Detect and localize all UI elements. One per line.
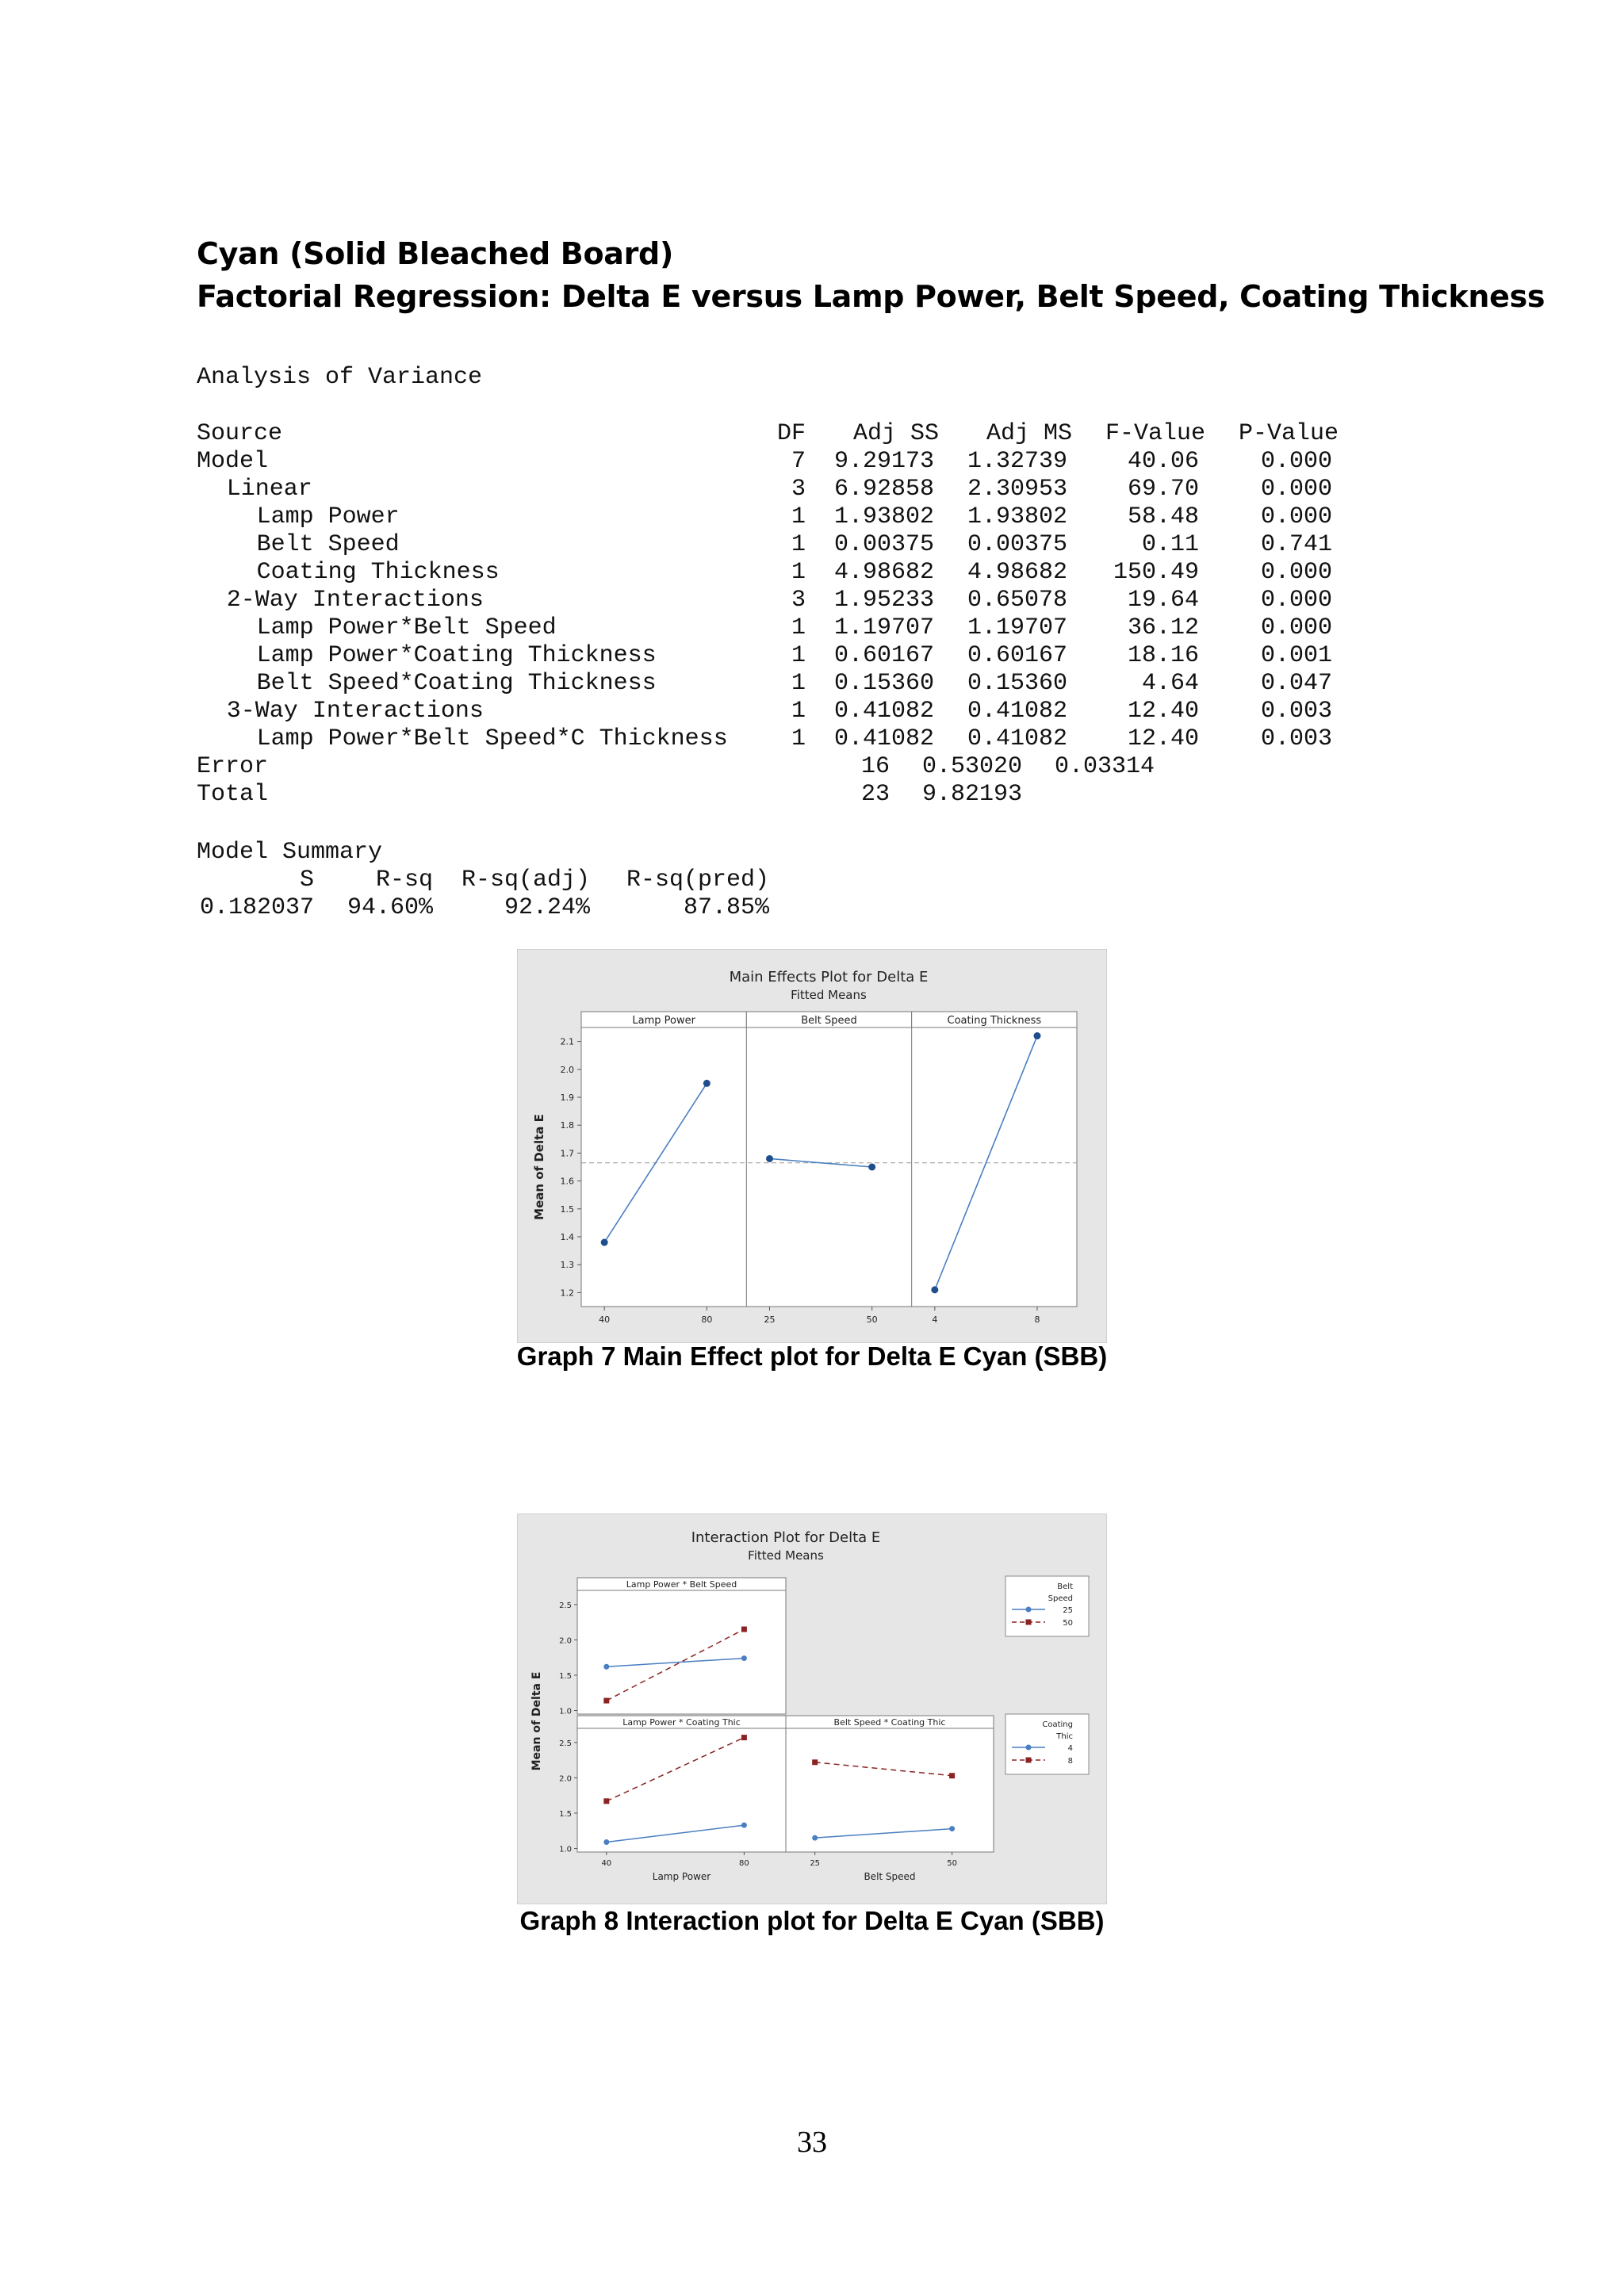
y-tick-label: 1.5 [560,1203,574,1215]
df-cell: 1 [791,698,806,725]
adj-ms-cell: 1.32739 [967,448,1067,475]
interaction-plot [517,1513,1107,1904]
df-cell: 1 [791,725,806,752]
f-value-cell: 58.48 [1127,503,1199,530]
y-tick-label: 1.6 [560,1176,574,1187]
f-value-cell: 69.70 [1127,476,1199,503]
model-summary-title: Model Summary [197,839,383,866]
adj-ss-cell: 9.82193 [921,781,1022,808]
p-value-cell: 0.000 [1260,503,1332,530]
interaction-chart [518,1514,1106,1904]
column-header: P-Value [1238,420,1339,447]
table-row [197,642,1386,670]
legend-box [1005,1576,1089,1636]
p-value-cell: 0.003 [1260,725,1332,752]
summary-cell: R-sq(adj) [461,867,590,894]
adj-ss-cell: 0.41082 [833,698,934,725]
column-header: F-Value [1105,420,1205,447]
adj-ms-cell: 1.93802 [967,503,1067,530]
summary-header-row [197,867,831,894]
y-tick-label: 1.2 [560,1288,574,1299]
plot-area [581,1027,1077,1307]
p-value-cell: 0.741 [1260,531,1332,558]
f-value-cell: 4.64 [1141,670,1199,697]
p-value-cell: 0.000 [1260,448,1332,475]
y-tick-label: 1.0 [559,1845,572,1854]
legend-title: Coating [1042,1720,1073,1729]
summary-cell: 94.60% [347,894,433,921]
data-point [603,1798,609,1804]
f-value-cell: 18.16 [1127,642,1199,669]
x-tick-label: 8 [1034,1314,1040,1325]
adj-ms-cell: 0.65078 [967,587,1067,614]
panel-title: Belt Speed [801,1015,857,1027]
df-cell: 1 [791,559,806,586]
y-tick-label: 1.4 [560,1232,574,1242]
y-tick-label: 2.0 [559,1774,572,1784]
data-point [868,1164,875,1171]
source-cell: Lamp Power*Belt Speed*C Thickness [256,725,728,752]
data-point [703,1080,710,1087]
adj-ss-cell: 0.53020 [921,753,1022,780]
data-point [603,1698,609,1704]
source-cell: Total [197,781,269,808]
section-heading: Cyan (Solid Bleached Board) [197,236,674,271]
plot-area [577,1590,786,1714]
y-tick-label: 2.0 [560,1064,574,1075]
adj-ss-cell: 1.95233 [833,587,934,614]
x-axis-label: Lamp Power [652,1871,711,1882]
table-row [197,781,1386,809]
panel-title: Lamp Power [632,1015,695,1027]
source-cell: Lamp Power [256,503,400,530]
column-header: DF [776,420,806,447]
adj-ms-cell: 4.98682 [967,559,1067,586]
regression-heading: Factorial Regression: Delta E versus Lamp Power, Belt Speed, Coating Thickness [197,279,1545,314]
p-value-cell: 0.000 [1260,559,1332,586]
adj-ms-cell: 1.19707 [967,614,1067,641]
x-tick-label: 80 [739,1859,749,1868]
table-row [197,587,1386,614]
page-number: 33 [797,2126,827,2159]
adj-ss-cell: 6.92858 [833,476,934,503]
adj-ms-cell: 0.03314 [1054,753,1155,780]
adj-ss-cell: 4.98682 [833,559,934,586]
source-cell: 3-Way Interactions [226,698,484,725]
f-value-cell: 40.06 [1127,448,1199,475]
df-cell: 16 [860,753,890,780]
adj-ss-cell: 0.00375 [833,531,934,558]
table-row [197,753,1386,781]
model-summary-table [197,867,831,922]
main-effects-chart [518,950,1106,1342]
data-point [812,1759,818,1765]
data-point [603,1839,609,1845]
x-tick-label: 4 [932,1314,938,1325]
data-point [601,1239,608,1246]
df-cell: 1 [791,531,806,558]
y-axis-label: Mean of Delta E [532,1114,546,1220]
f-value-cell: 0.11 [1141,531,1199,558]
y-axis-label: Mean of Delta E [530,1671,543,1771]
table-row [197,670,1386,698]
data-point [931,1286,938,1293]
y-tick-label: 1.3 [560,1260,574,1271]
df-cell: 1 [791,670,806,697]
legend-title: Belt [1057,1582,1073,1591]
x-tick-label: 50 [947,1859,957,1868]
f-value-cell: 12.40 [1127,698,1199,725]
f-value-cell: 36.12 [1127,614,1199,641]
summary-value-row [197,894,831,922]
x-tick-label: 50 [866,1314,878,1325]
y-tick-label: 2.5 [559,1601,572,1610]
anova-table [197,420,1386,809]
chart-title: Interaction Plot for Delta E [691,1529,881,1546]
table-row [197,503,1386,531]
adj-ms-cell: 0.60167 [967,642,1067,669]
y-tick-label: 1.0 [559,1707,572,1716]
adj-ss-cell: 1.93802 [833,503,934,530]
y-tick-label: 1.7 [560,1148,574,1159]
adj-ms-cell: 0.00375 [967,531,1067,558]
chart-title: Main Effects Plot for Delta E [729,969,929,985]
df-cell: 3 [791,587,806,614]
anova-header-row [197,420,1386,448]
legend-entry: 4 [1067,1744,1073,1753]
table-row [197,476,1386,503]
adj-ss-cell: 0.60167 [833,642,934,669]
table-row [197,698,1386,725]
y-tick-label: 1.9 [560,1093,574,1103]
legend-marker [1026,1620,1032,1625]
column-header: Source [197,420,283,447]
anova-title: Analysis of Variance [197,364,483,391]
adj-ms-cell: 0.41082 [967,725,1067,752]
chart-subtitle: Fitted Means [791,988,867,1002]
legend-marker [1026,1745,1032,1751]
data-point [741,1823,747,1828]
p-value-cell: 0.000 [1260,614,1332,641]
summary-cell: 0.182037 [199,894,314,921]
main-effects-plot [517,949,1107,1343]
source-cell: 2-Way Interactions [226,587,484,614]
p-value-cell: 0.047 [1260,670,1332,697]
f-value-cell: 150.49 [1113,559,1199,586]
panel-title: Coating Thickness [947,1015,1042,1027]
summary-cell: 87.85% [683,894,769,921]
data-point [741,1655,747,1661]
summary-cell: 92.24% [504,894,590,921]
chart-subtitle: Fitted Means [748,1548,824,1563]
source-cell: Linear [226,476,312,503]
x-tick-label: 40 [601,1859,612,1868]
df-cell: 1 [791,642,806,669]
p-value-cell: 0.000 [1260,587,1332,614]
legend-marker [1026,1607,1032,1613]
y-tick-label: 2.1 [560,1036,574,1047]
adj-ms-cell: 2.30953 [967,476,1067,503]
data-point [741,1735,747,1740]
graph7-caption: Graph 7 Main Effect plot for Delta E Cyan (SBB) [516,1341,1108,1371]
source-cell: Error [197,753,269,780]
legend-title: Speed [1048,1594,1073,1603]
column-header: Adj MS [986,420,1072,447]
df-cell: 1 [791,503,806,530]
data-point [1034,1032,1041,1039]
summary-cell: R-sq [375,867,433,894]
summary-cell: S [299,867,314,894]
adj-ms-cell: 0.15360 [967,670,1067,697]
df-cell: 1 [791,614,806,641]
source-cell: Belt Speed*Coating Thickness [256,670,657,697]
source-cell: Coating Thickness [256,559,500,586]
table-row [197,531,1386,559]
data-point [949,1826,955,1831]
y-tick-label: 1.8 [560,1120,574,1131]
graph8-caption: Graph 8 Interaction plot for Delta E Cyan (SBB) [519,1906,1105,1935]
column-header: Adj SS [852,420,939,447]
adj-ss-cell: 1.19707 [833,614,934,641]
data-point [812,1835,818,1841]
source-cell: Lamp Power*Coating Thickness [256,642,657,669]
x-tick-label: 40 [599,1314,611,1325]
legend-entry: 25 [1063,1606,1073,1615]
adj-ss-cell: 9.29173 [833,448,934,475]
adj-ss-cell: 0.41082 [833,725,934,752]
x-axis-label: Belt Speed [864,1871,916,1882]
y-tick-label: 2.0 [559,1636,572,1646]
x-tick-label: 25 [810,1859,821,1868]
table-row [197,559,1386,587]
x-tick-label: 25 [764,1314,776,1325]
x-tick-label: 80 [701,1314,713,1325]
p-value-cell: 0.001 [1260,642,1332,669]
legend-title: Thic [1056,1732,1073,1741]
df-cell: 3 [791,476,806,503]
table-row [197,725,1386,753]
p-value-cell: 0.003 [1260,698,1332,725]
y-tick-label: 1.5 [559,1671,572,1681]
table-row [197,614,1386,642]
panel-title: Belt Speed * Coating Thic [833,1717,946,1728]
data-point [603,1664,609,1670]
f-value-cell: 12.40 [1127,725,1199,752]
data-point [741,1627,747,1632]
source-cell: Model [197,448,269,475]
adj-ms-cell: 0.41082 [967,698,1067,725]
legend-marker [1026,1758,1032,1763]
df-cell: 7 [791,448,806,475]
data-point [949,1773,955,1778]
y-tick-label: 1.5 [559,1809,572,1819]
summary-cell: R-sq(pred) [626,867,769,894]
legend-entry: 8 [1067,1757,1073,1766]
data-point [766,1155,773,1162]
p-value-cell: 0.000 [1260,476,1332,503]
df-cell: 23 [860,781,890,808]
panel-title: Lamp Power * Coating Thic [622,1717,741,1728]
f-value-cell: 19.64 [1127,587,1199,614]
source-cell: Belt Speed [256,531,400,558]
y-tick-label: 2.5 [559,1739,572,1748]
panel-title: Lamp Power * Belt Speed [626,1579,737,1590]
adj-ss-cell: 0.15360 [833,670,934,697]
source-cell: Lamp Power*Belt Speed [256,614,557,641]
table-row [197,448,1386,476]
legend-entry: 50 [1063,1619,1073,1628]
